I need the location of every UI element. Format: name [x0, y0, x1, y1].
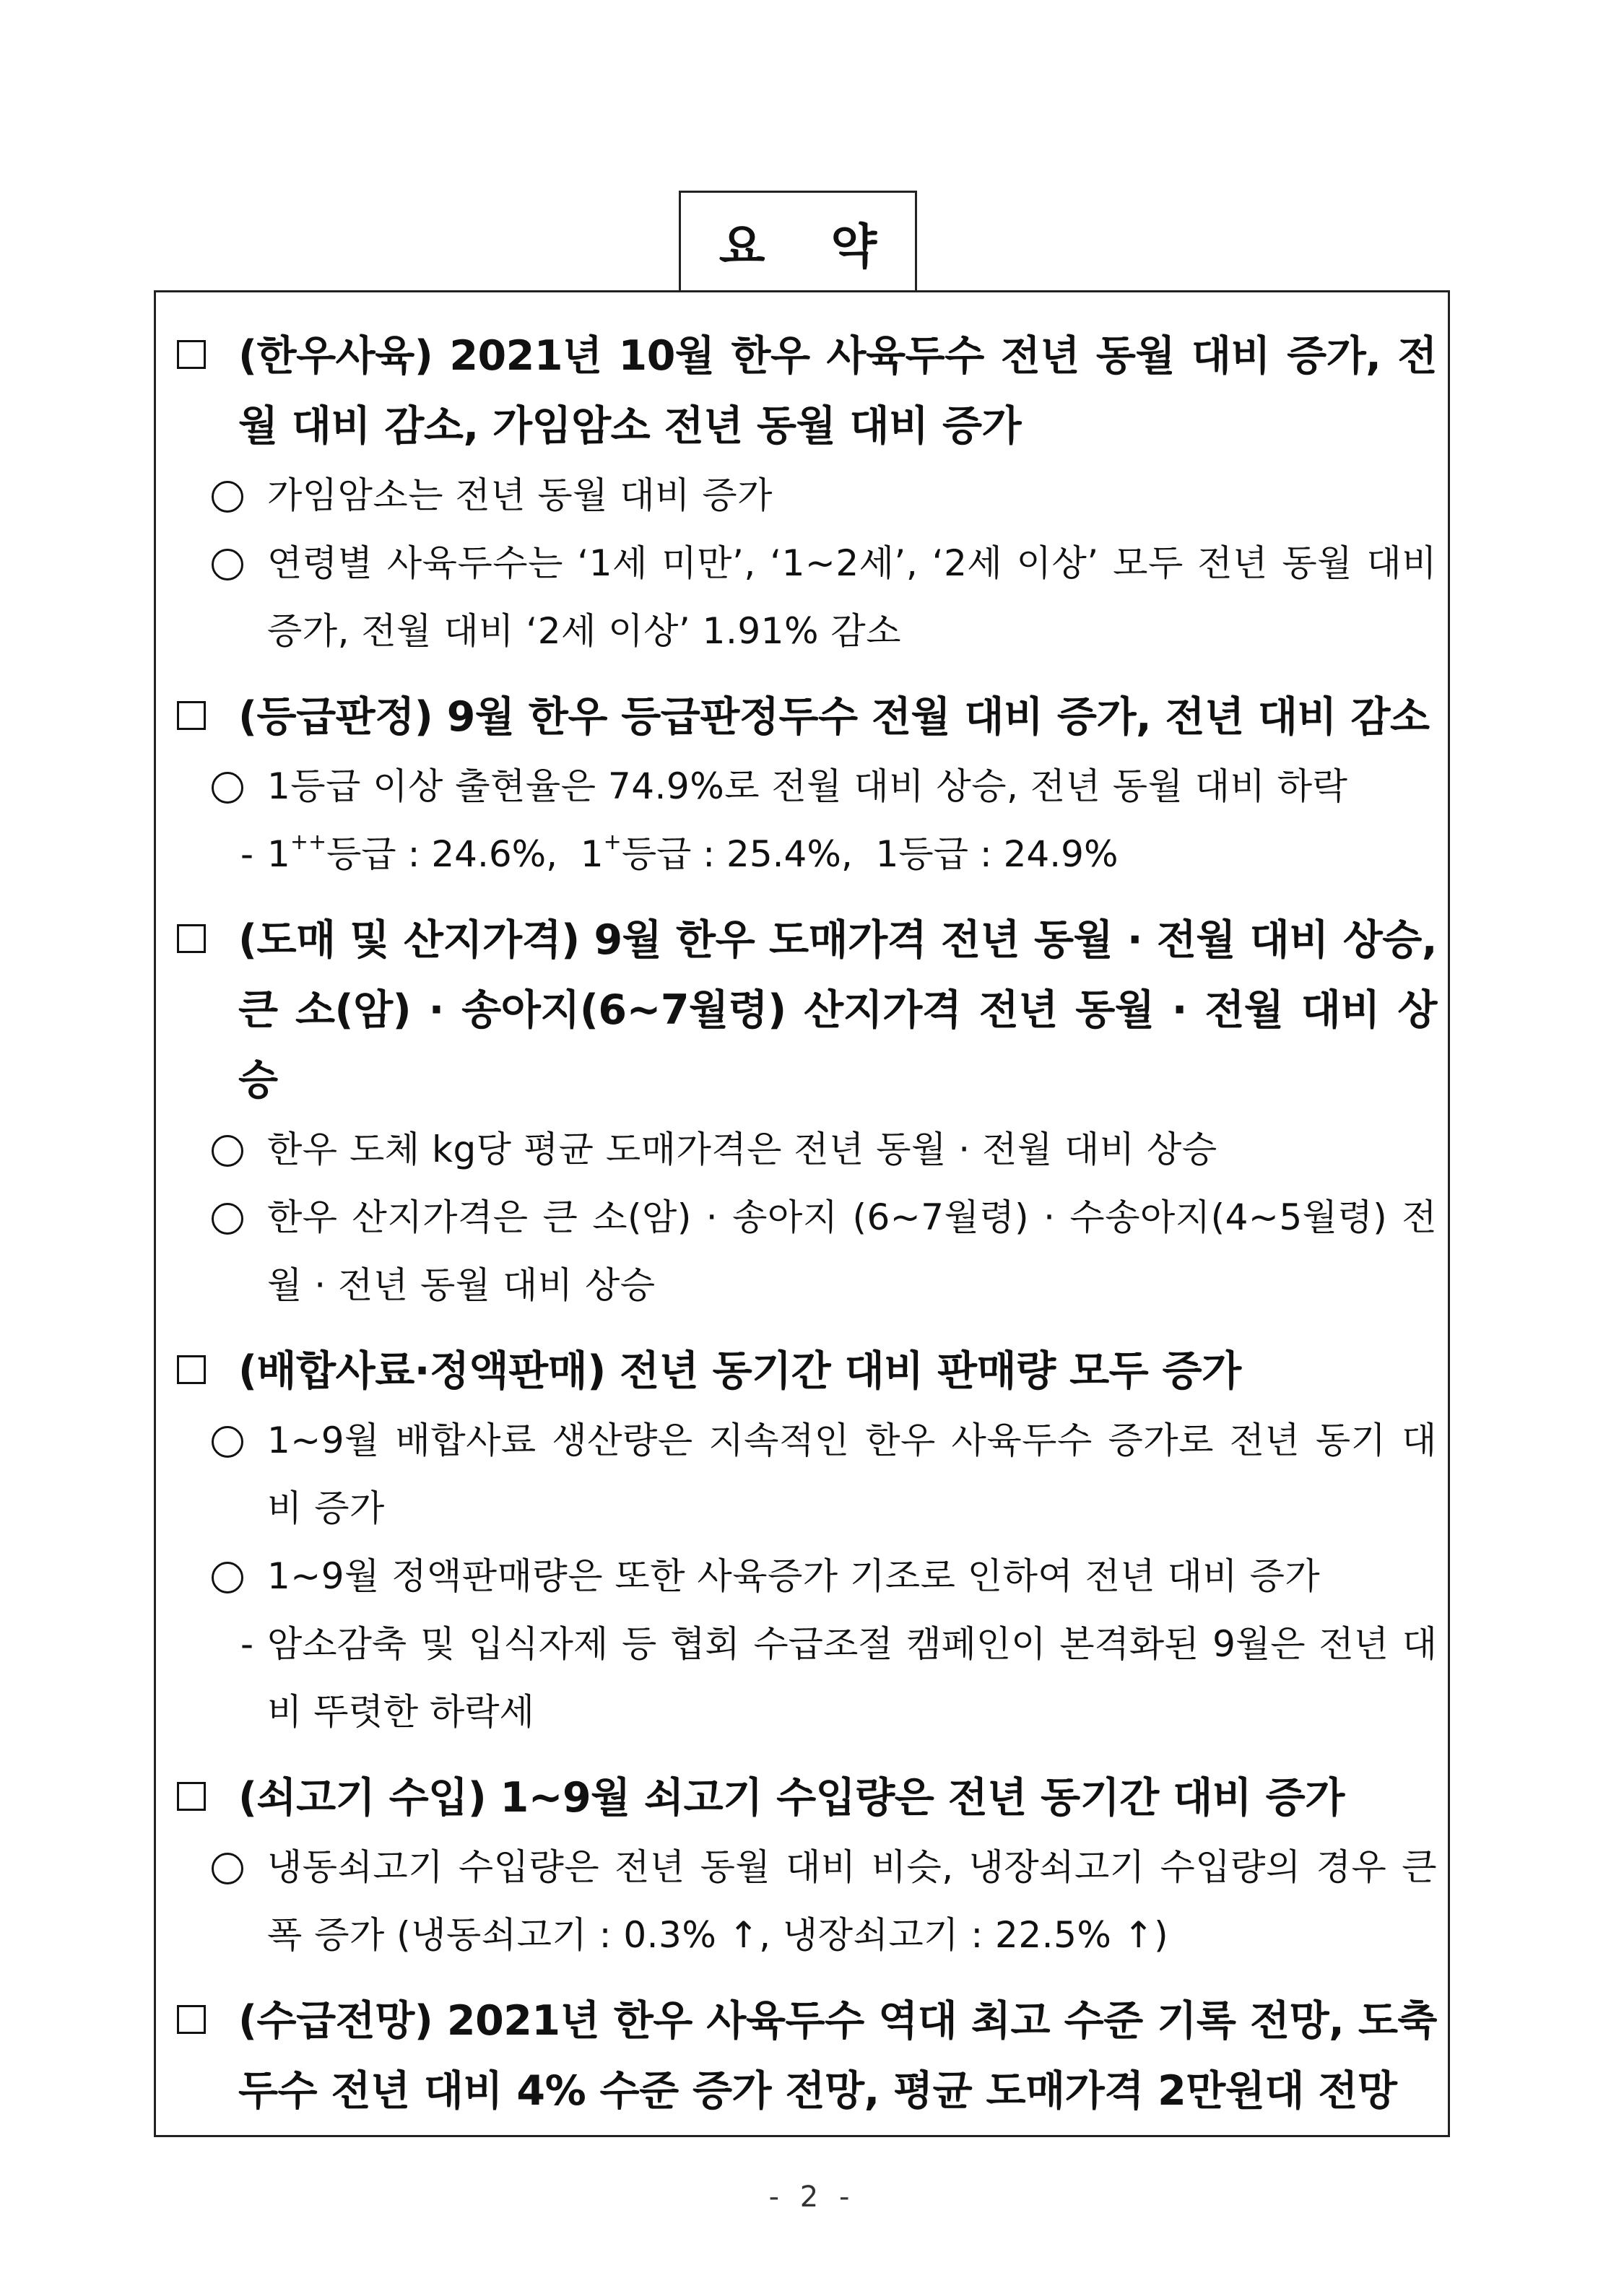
- grade-1pp-value: 등급 : 24.6%,: [326, 833, 558, 875]
- section-heading: [177, 321, 1437, 461]
- item-text: 한우 도체 kg당 평균 도매가격은 전년 동월 · 전월 대비 상승: [267, 1129, 1217, 1170]
- circle-bullet-icon: [212, 1426, 243, 1458]
- square-bullet-icon: [177, 1782, 206, 1811]
- circle-bullet-icon: [212, 772, 243, 804]
- list-item: [177, 529, 1437, 665]
- square-bullet-icon: [177, 701, 206, 730]
- item-text: 연령별 사육두수는 ‘1세 미만’, ‘1~2세’, ‘2세 이상’ 모두 전년 동월 대비 증가, 전월 대비 ‘2세 이상’ 1.91% 감소: [267, 542, 1437, 652]
- item-text: 냉동쇠고기 수입량은 전년 동월 대비 비슷, 냉장쇠고기 수입량의 경우 큰 폭 증가 (냉동쇠고기 : 0.3% ↑, 냉장쇠고기 : 22.5% ↑): [267, 1846, 1437, 1956]
- list-item: [177, 1116, 1437, 1183]
- section-heading: [177, 1336, 1437, 1406]
- item-text: 1등급 이상 출현율은 74.9%로 전월 대비 상승, 전년 동월 대비 하락: [267, 765, 1348, 807]
- grade-1pp-label: 1: [267, 833, 290, 875]
- summary-title: 요 약: [679, 191, 917, 292]
- circle-bullet-icon: [212, 481, 243, 513]
- circle-bullet-icon: [212, 549, 243, 580]
- circle-bullet-icon: [212, 1203, 243, 1235]
- page-number: - 2 -: [768, 2180, 856, 2214]
- circle-bullet-icon: [212, 1135, 243, 1167]
- item-text: 1~9월 배합사료 생산량은 지속적인 한우 사육두수 증가로 전년 동기 대비 증가: [267, 1419, 1437, 1529]
- square-bullet-icon: [177, 340, 206, 369]
- grade-1p-label: 1: [580, 833, 604, 875]
- circle-bullet-icon: [212, 1853, 243, 1884]
- heading-text: (배합사료·정액판매) 전년 동기간 대비 판매량 모두 증가: [238, 1347, 1241, 1395]
- section-heading: [177, 905, 1437, 1116]
- circle-bullet-icon: [212, 1562, 243, 1593]
- section-prices: [177, 905, 1437, 1319]
- section-outlook: [177, 1986, 1437, 2126]
- heading-text: (수급전망) 2021년 한우 사육두수 역대 최고 수준 기록 전망, 도축두수 전년 대비 4% 수준 증가 전망, 평균 도매가격 2만원대 전망: [238, 1997, 1437, 2115]
- section-grading: [177, 682, 1437, 888]
- list-item: [177, 752, 1437, 820]
- grade-1pp-sup: ++: [290, 830, 327, 856]
- grade-breakdown: [177, 820, 1437, 888]
- list-item: [177, 1833, 1437, 1969]
- heading-text: (한우사육) 2021년 10월 한우 사육두수 전년 동월 대비 증가, 전월 대비 감소, 가임암소 전년 동월 대비 증가: [238, 332, 1437, 450]
- item-text: 1~9월 정액판매량은 또한 사육증가 기조로 인하여 전년 대비 증가: [267, 1555, 1321, 1597]
- grade-1p-sup: +: [603, 830, 622, 856]
- square-bullet-icon: [177, 1355, 206, 1384]
- section-heading: [177, 1763, 1437, 1833]
- item-text: 한우 산지가격은 큰 소(암) · 송아지 (6~7월령) · 수송아지(4~5월령) 전월 · 전년 동월 대비 상승: [267, 1196, 1437, 1306]
- square-bullet-icon: [177, 924, 206, 953]
- dash-bullet: -: [240, 1623, 254, 1665]
- square-bullet-icon: [177, 2005, 206, 2034]
- grade-1-value: 1등급 : 24.9%: [875, 833, 1119, 875]
- sub-item-text: 암소감축 및 입식자제 등 협회 수급조절 캠페인이 본격화된 9월은 전년 대비 뚜렷한 하락세: [267, 1623, 1437, 1733]
- section-heading: [177, 682, 1437, 752]
- section-beef-import: [177, 1763, 1437, 1969]
- section-feed-semen: [177, 1336, 1437, 1746]
- heading-text: (등급판정) 9월 한우 등급판정두수 전월 대비 증가, 전년 대비 감소: [238, 693, 1430, 741]
- list-item: [177, 1542, 1437, 1610]
- heading-text: (도매 및 산지가격) 9월 한우 도매가격 전년 동월 · 전월 대비 상승, 큰 소(암) · 송아지(6~7월령) 산지가격 전년 동월 · 전월 대비 상승: [238, 916, 1437, 1104]
- heading-text: (쇠고기 수입) 1~9월 쇠고기 수입량은 전년 동기간 대비 증가: [238, 1774, 1345, 1822]
- dash-bullet: -: [240, 833, 254, 875]
- section-hanwoo-breeding: [177, 321, 1437, 665]
- item-text: 가임암소는 전년 동월 대비 증가: [267, 474, 773, 516]
- list-item: [177, 461, 1437, 529]
- summary-content: [177, 321, 1437, 2144]
- list-item: [177, 1406, 1437, 1542]
- section-heading: [177, 1986, 1437, 2126]
- list-item: [177, 1183, 1437, 1319]
- grade-1p-value: 등급 : 25.4%,: [621, 833, 853, 875]
- sub-item: [177, 1610, 1437, 1746]
